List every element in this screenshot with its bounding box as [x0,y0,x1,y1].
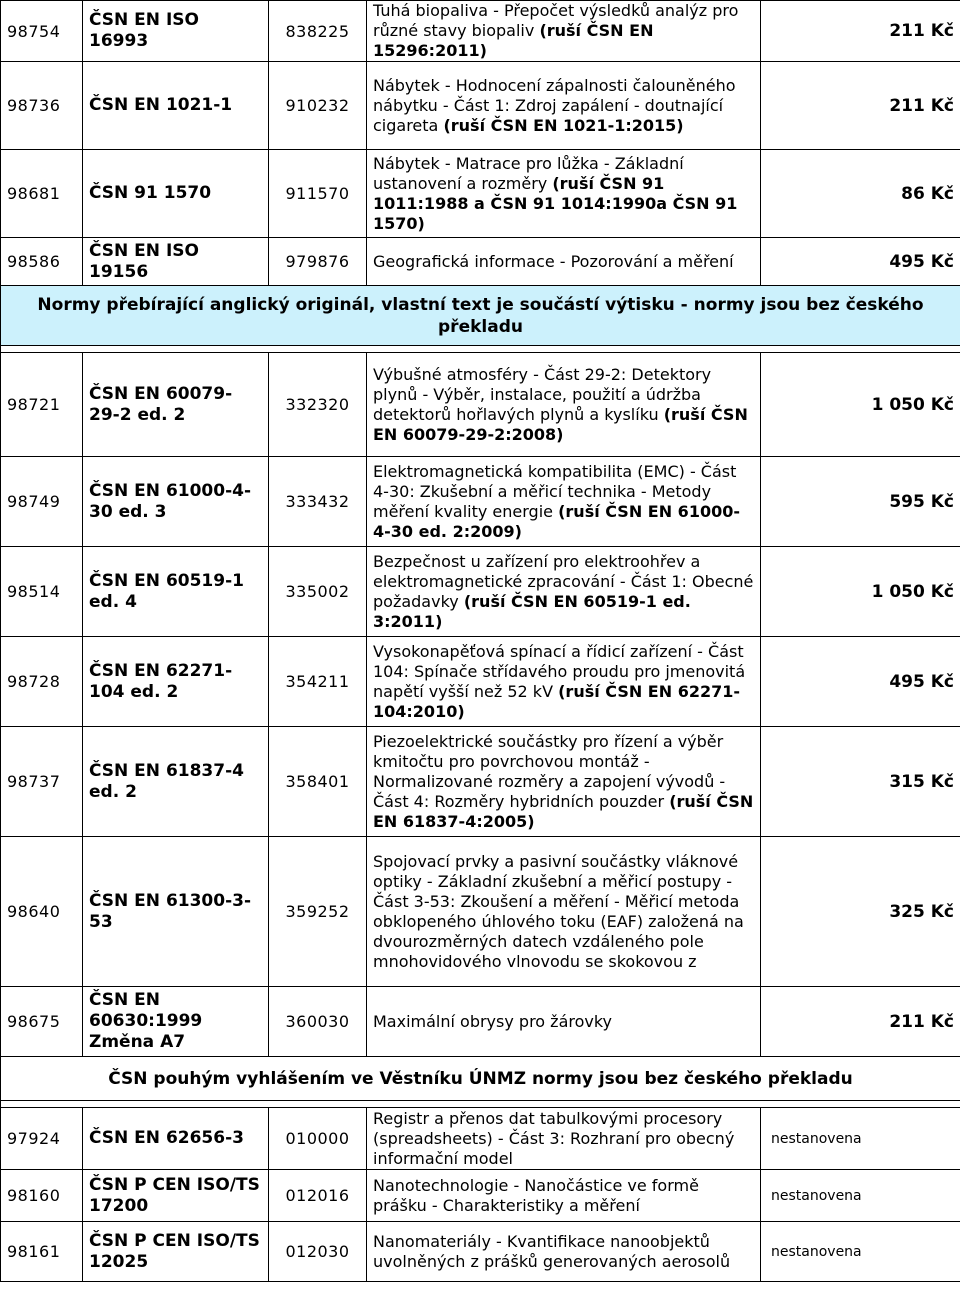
standard-title: Nanomateriály - Kvantifikace nanoobjektů uvolněných z prášků generovaných aerosolů [367,1222,761,1282]
table-row [1,353,960,457]
price: 495 Kč [761,238,960,286]
standard-number: ČSN 91 1570 [83,150,269,238]
row-id: 98737 [1,727,83,837]
table-row [1,238,960,286]
catalog-code: 354211 [269,637,367,727]
price: 211 Kč [761,62,960,150]
catalog-code: 911570 [269,150,367,238]
catalog-code: 838225 [269,1,367,62]
table-row [1,837,960,987]
standard-number: ČSN EN 61000-4-30 ed. 3 [83,457,269,547]
standard-title: Nanotechnologie - Nanočástice ve formě prášku - Charakteristiky a měření [367,1170,761,1222]
standard-number: ČSN EN ISO 19156 [83,238,269,286]
standard-number: ČSN EN 61837-4 ed. 2 [83,727,269,837]
standard-title: Piezoelektrické součástky pro řízení a výběr kmitočtu pro povrchovou montáž - Normalizované rozměry a zapojení vývodů - Část 4: Rozměry hybridních pouzder (ruší ČSN EN 61837-4:2005) [367,727,761,837]
price: 595 Kč [761,457,960,547]
price: 211 Kč [761,987,960,1057]
table-row [1,457,960,547]
row-id: 98514 [1,547,83,637]
standard-title: Maximální obrysy pro žárovky [367,987,761,1057]
price: 315 Kč [761,727,960,837]
standard-title: Elektromagnetická kompatibilita (EMC) - Část 4-30: Zkušební a měřicí technika - Metody měření kvality energie (ruší ČSN EN 61000-4-30 ed. 2:2009) [367,457,761,547]
price: nestanovena [761,1108,960,1170]
table-row [1,1,960,62]
catalog-code: 358401 [269,727,367,837]
catalog-code: 332320 [269,353,367,457]
row-id: 98161 [1,1222,83,1282]
row-id: 98749 [1,457,83,547]
catalog-code: 359252 [269,837,367,987]
standard-number: ČSN EN 60630:1999 Změna A7 [83,987,269,1057]
catalog-code: 335002 [269,547,367,637]
standard-number: ČSN EN 1021-1 [83,62,269,150]
standard-title: Bezpečnost u zařízení pro elektroohřev a elektromagnetické zpracování - Část 1: Obecné požadavky (ruší ČSN EN 60519-1 ed. 3:2011) [367,547,761,637]
row-id: 98675 [1,987,83,1057]
table-row [1,1222,960,1282]
table-row [1,987,960,1057]
standard-title: Registr a přenos dat tabulkovými procesory (spreadsheets) - Část 3: Rozhraní pro obecný informační model [367,1108,761,1170]
standard-number: ČSN EN 62271-104 ed. 2 [83,637,269,727]
standard-title: Nábytek - Matrace pro lůžka - Základní ustanovení a rozměry (ruší ČSN 91 1011:1988 a ČSN 91 1014:1990a ČSN 91 1570) [367,150,761,238]
catalog-code: 979876 [269,238,367,286]
catalog-code: 012030 [269,1222,367,1282]
standard-number: ČSN EN 60519-1 ed. 4 [83,547,269,637]
table-row [1,150,960,238]
catalog-code: 012016 [269,1170,367,1222]
standard-title: Geografická informace - Pozorování a měření [367,238,761,286]
price: 1 050 Kč [761,547,960,637]
row-id: 98736 [1,62,83,150]
standard-title: Spojovací prvky a pasivní součástky vláknové optiky - Základní zkušební a měřicí postupy - Část 3-53: Zkoušení a měření - Měřicí metoda obklopeného úhlového toku (EAF) založená na dvourozměrných datech vzdáleného pole mnohovidového vlnovodu se skokovou z [367,837,761,987]
row-id: 98640 [1,837,83,987]
row-id: 98721 [1,353,83,457]
standard-title: Vysokonapěťová spínací a řídicí zařízení - Část 104: Spínače střídavého proudu pro jmenovitá napětí vyšší než 52 kV (ruší ČSN EN 62271-104:2010) [367,637,761,727]
row-id: 98681 [1,150,83,238]
price: nestanovena [761,1170,960,1222]
price: 325 Kč [761,837,960,987]
price: nestanovena [761,1222,960,1282]
standard-title: Nábytek - Hodnocení zápalnosti čalouněného nábytku - Část 1: Zdroj zapálení - doutnající cigareta (ruší ČSN EN 1021-1:2015) [367,62,761,150]
standard-title: Výbušné atmosféry - Část 29-2: Detektory plynů - Výběr, instalace, použití a údržba detektorů hořlavých plynů a kyslíku (ruší ČSN EN 60079-29-2:2008) [367,353,761,457]
section-header-english: Normy přebírající anglický originál, vlastní text je součástí výtisku - normy jsou bez českého překladu [1,286,960,346]
price: 211 Kč [761,1,960,62]
price: 495 Kč [761,637,960,727]
section-header-row [1,286,960,346]
table-row [1,62,960,150]
row-id: 98586 [1,238,83,286]
price: 1 050 Kč [761,353,960,457]
row-id: 98160 [1,1170,83,1222]
row-id: 98754 [1,1,83,62]
standard-number: ČSN EN 62656-3 [83,1108,269,1170]
standard-number: ČSN P CEN ISO/TS 17200 [83,1170,269,1222]
standard-number: ČSN EN 61300-3-53 [83,837,269,987]
standard-number: ČSN EN ISO 16993 [83,1,269,62]
standard-title: Tuhá biopaliva - Přepočet výsledků analýz pro různé stavy biopaliv (ruší ČSN EN 15296:2011) [367,1,761,62]
catalog-code: 910232 [269,62,367,150]
table-row [1,547,960,637]
row-id: 97924 [1,1108,83,1170]
standard-number: ČSN P CEN ISO/TS 12025 [83,1222,269,1282]
catalog-code: 010000 [269,1108,367,1170]
standard-number: ČSN EN 60079-29-2 ed. 2 [83,353,269,457]
section-header-unmz: ČSN pouhým vyhlášením ve Věstníku ÚNMZ normy jsou bez českého překladu [1,1057,960,1101]
table-row [1,1108,960,1170]
catalog-code: 360030 [269,987,367,1057]
catalog-code: 333432 [269,457,367,547]
table-row [1,727,960,837]
table-row [1,637,960,727]
row-id: 98728 [1,637,83,727]
table-row [1,1170,960,1222]
section-header-row [1,1057,960,1101]
price: 86 Kč [761,150,960,238]
